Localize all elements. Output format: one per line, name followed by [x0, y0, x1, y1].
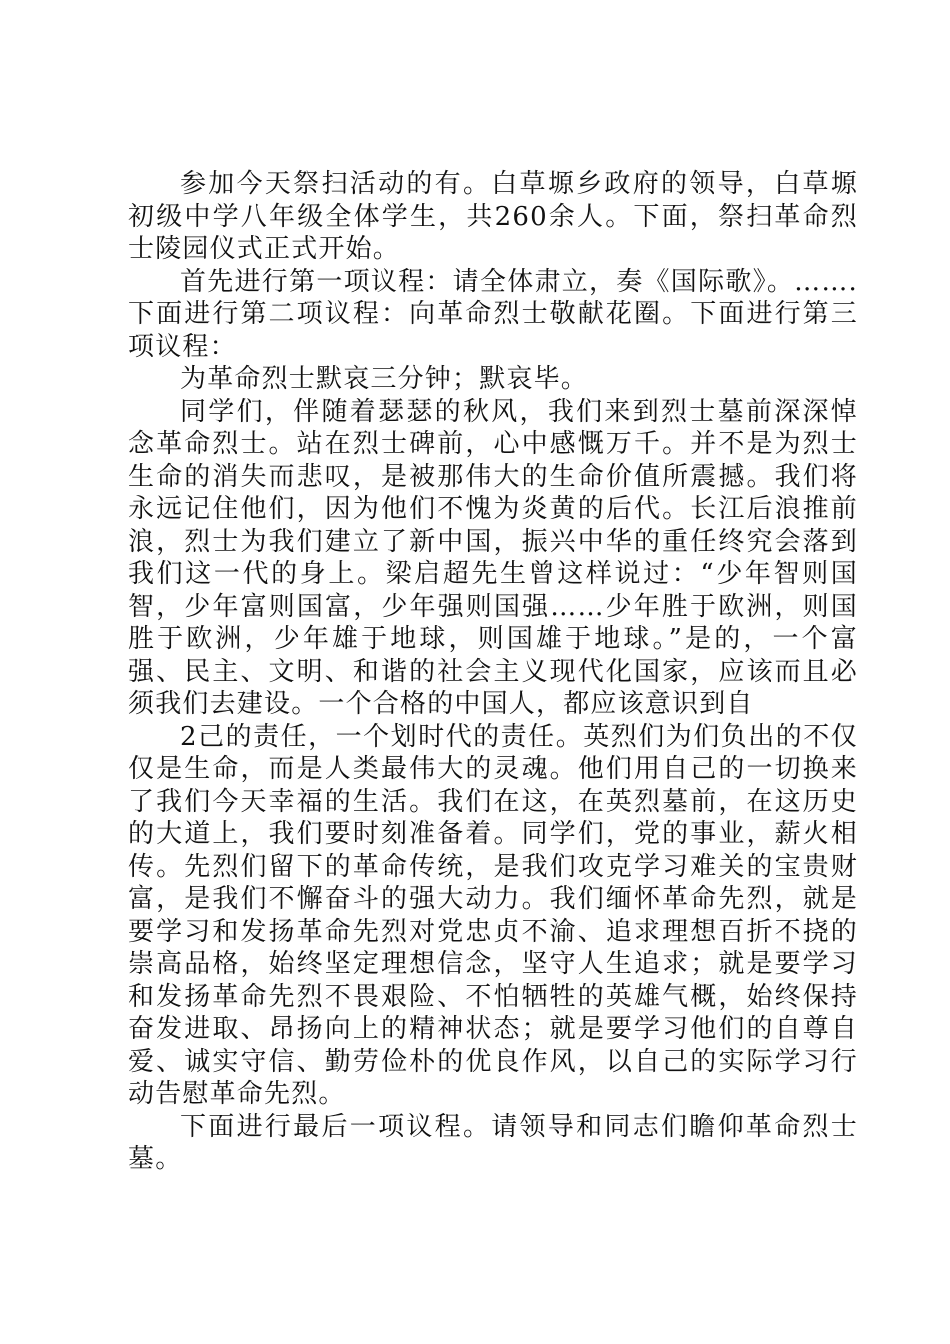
paragraph-speech-part-2: 2己的责任，一个划时代的责任。英烈们为们负出的不仅仅是生命，而是人类最伟大的灵魂。他们用自己的一切换来了我们今天幸福的生活。我们在这，在英烈墓前，在这历史的大道上，我们要时刻准备着。同学们，党的事业，薪火相传。先烈们留下的革命传统，是我们攻克学习难关的宝贵财富，是我们不懈奋斗的强大动力。我们缅怀革命先烈，就是要学习和发扬革命先烈对党忠贞不渝、追求理想百折不挠的崇高品格，始终坚定理想信念，坚守人生追求；就是要学习和发扬革命先烈不畏艰险、不怕牺牲的英雄气概，始终保持奋发进取、昂扬向上的精神状态；就是要学习他们的自尊自爱、诚实守信、勤劳俭朴的优良作风，以自己的实际学习行动告慰革命先烈。: [128, 721, 858, 1109]
paragraph-agenda-opening: 首先进行第一项议程：请全体肃立，奏《国际歌》。…….下面进行第二项议程：向革命烈士敬献花圈。下面进行第三项议程：: [128, 266, 858, 362]
paragraph-attendees: 参加今天祭扫活动的有。白草塬乡政府的领导，白草塬初级中学八年级全体学生，共260余人。下面，祭扫革命烈士陵园仪式正式开始。: [128, 169, 858, 264]
paragraph-silence: 为革命烈士默哀三分钟；默哀毕。: [180, 364, 589, 394]
document-body: [128, 168, 858, 1176]
paragraph-speech-part-1: 同学们，伴随着瑟瑟的秋风，我们来到烈士墓前深深悼念革命烈士。站在烈士碑前，心中感慨万千。并不是为烈士生命的消失而悲叹，是被那伟大的生命价值所震撼。我们将永远记住他们，因为他们不愧为炎黄的后代。长江后浪推前浪，烈士为我们建立了新中国，振兴中华的重任终究会落到我们这一代的身上。梁启超先生曾这样说过：“少年智则国智，少年富则国富，少年强则国强……少年胜于欧洲，则国胜于欧洲，少年雄于地球，则国雄于地球。”是的，一个富强、民主、文明、和谐的社会主义现代化国家，应该而且必须我们去建设。一个合格的中国人，都应该意识到自: [128, 396, 858, 719]
paragraph-final-agenda: 下面进行最后一项议程。请领导和同志们瞻仰革命烈士墓。: [128, 1111, 858, 1174]
